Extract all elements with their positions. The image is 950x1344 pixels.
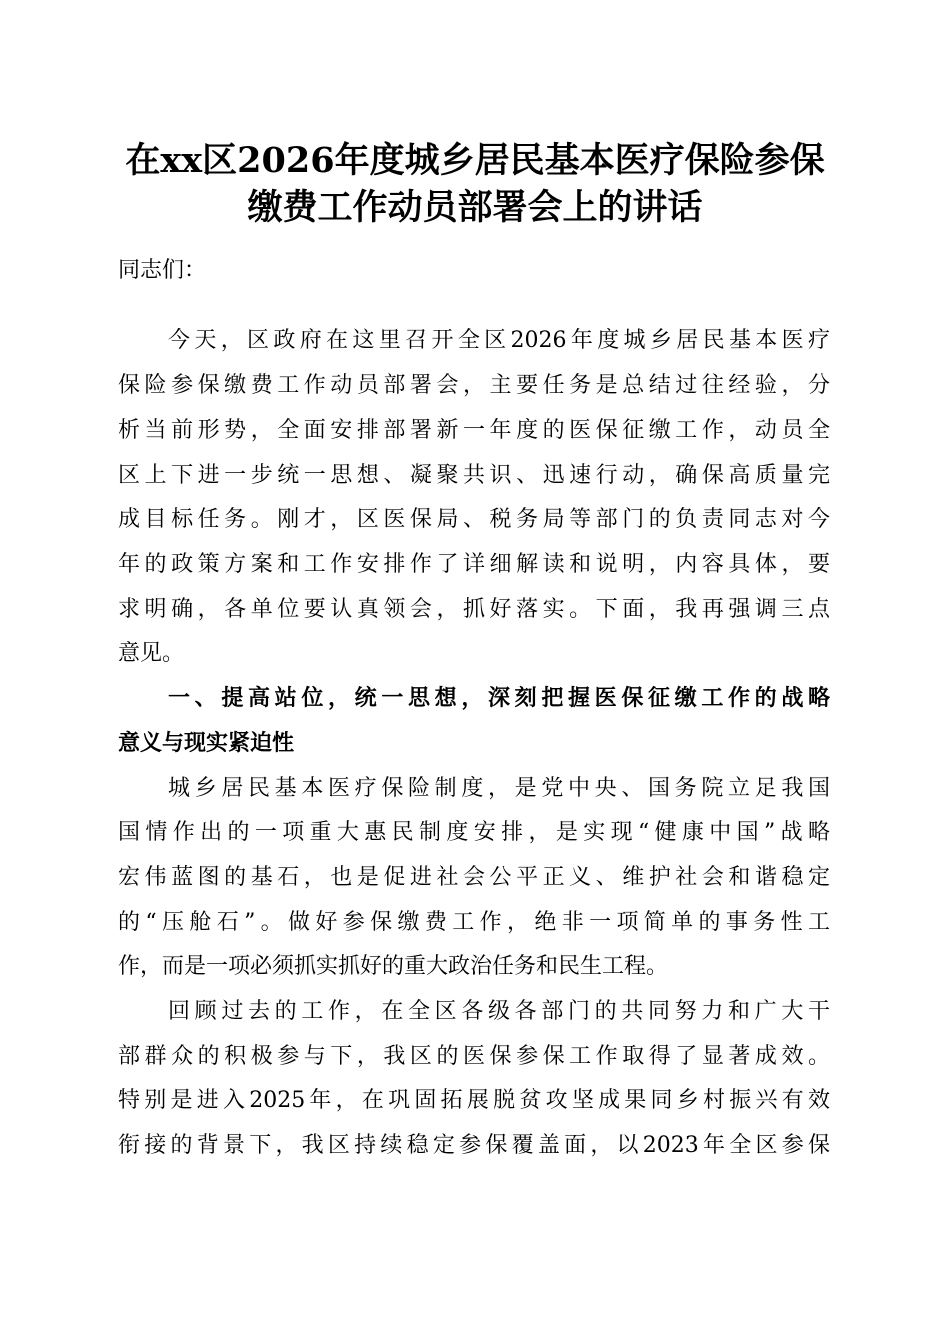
body-line: 今天，区政府在这里召开全区2026年度城乡居民基本医疗 [168,328,830,353]
body-line: 的“压舱石”。做好参保缴费工作，绝非一项简单的事务性工 [118,910,830,935]
body-line: 年的政策方案和工作安排作了详细解读和说明，内容具体，要 [118,552,830,577]
body-line: 求明确，各单位要认真领会，抓好落实。下面，我再强调三点 [118,597,830,622]
document-title-line-1: 在xx区2026年度城乡居民基本医疗保险参保 [125,140,825,181]
body-line: 析当前形势，全面安排部署新一年度的医保征缴工作，动员全 [118,418,830,443]
document-title-line-2: 缴费工作动员部署会上的讲话 [247,187,703,228]
body-line: 特别是进入2025年，在巩固拓展脱贫攻坚成果同乡村振兴有效 [118,1088,830,1113]
body-line: 部群众的积极参与下，我区的医保参保工作取得了显著成效。 [118,1044,830,1069]
section-heading-line: 意义与现实紧迫性 [118,731,295,756]
body-line: 作，而是一项必须抓实抓好的重大政治任务和民生工程。 [118,954,669,979]
salutation: 同志们： [118,258,207,283]
section-heading-line: 一、提高站位，统一思想，深刻把握医保征缴工作的战略 [168,686,830,711]
body-line: 宏伟蓝图的基石，也是促进社会公平正义、维护社会和谐稳定 [118,865,830,890]
body-line: 衔接的背景下，我区持续稳定参保覆盖面，以2023年全区参保 [118,1133,830,1158]
body-line: 回顾过去的工作，在全区各级各部门的共同努力和广大干 [168,999,830,1024]
body-line: 保险参保缴费工作动员部署会，主要任务是总结过往经验，分 [118,373,830,398]
body-line: 区上下进一步统一思想、凝聚共识、迅速行动，确保高质量完 [118,463,830,488]
body-line: 城乡居民基本医疗保险制度，是党中央、国务院立足我国 [168,776,830,801]
body-line: 意见。 [118,641,185,666]
body-line: 成目标任务。刚才，区医保局、税务局等部门的负责同志对今 [118,507,830,532]
body-line: 国情作出的一项重大惠民制度安排，是实现“健康中国”战略 [118,820,830,845]
